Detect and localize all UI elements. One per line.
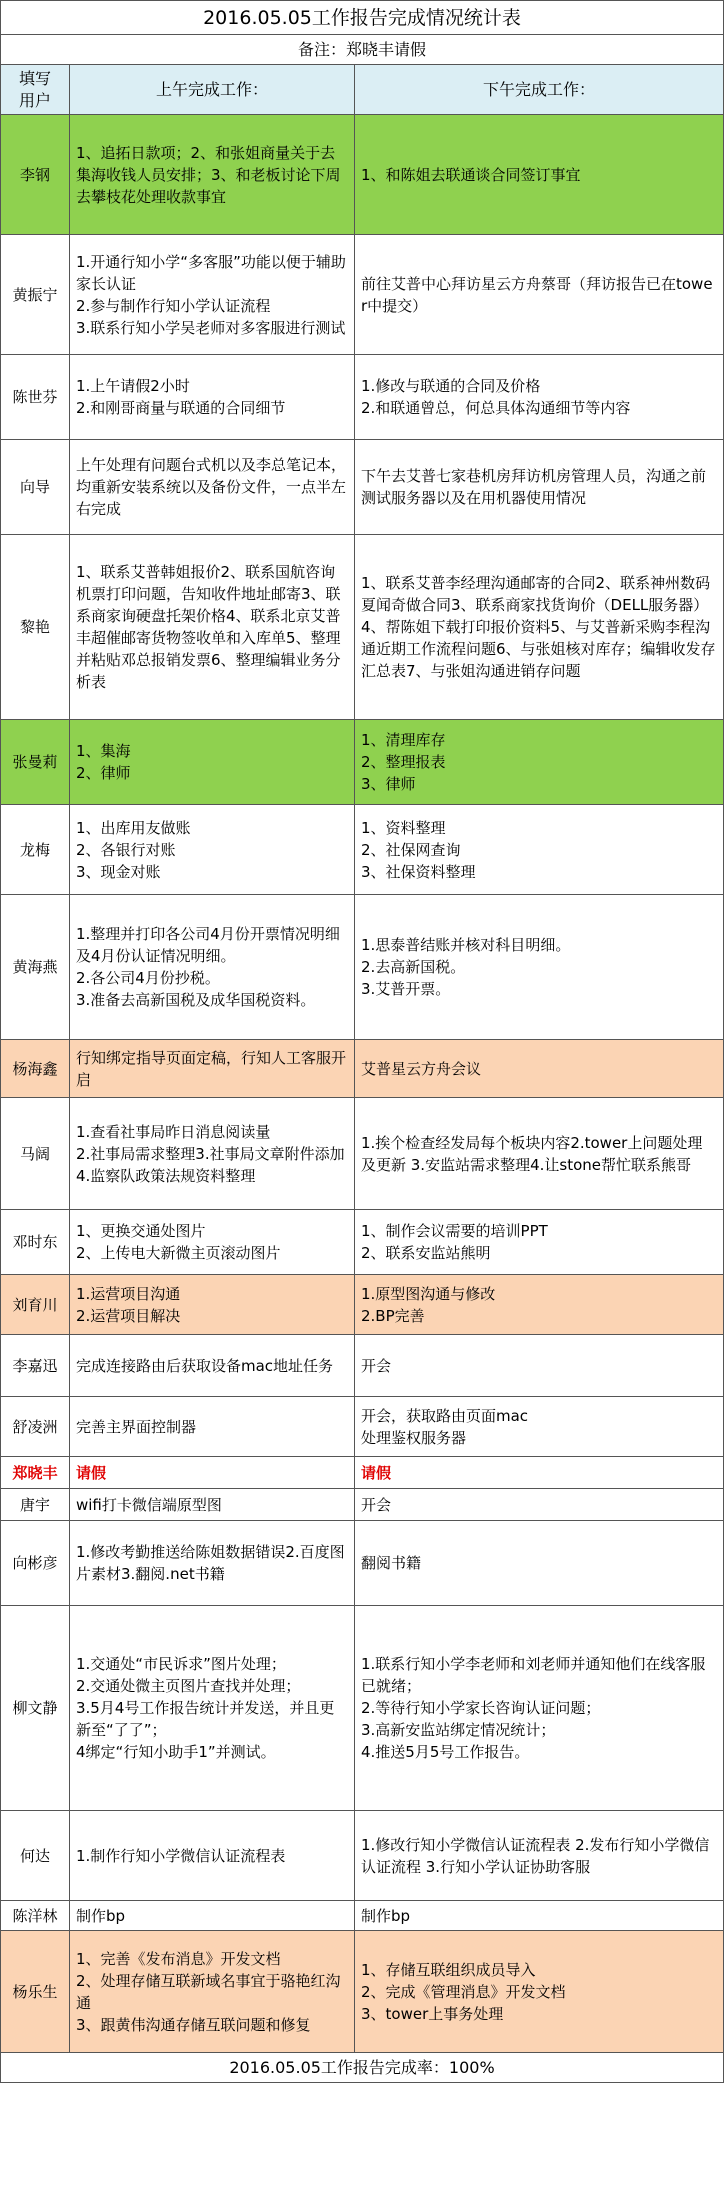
table-row bbox=[1, 1040, 724, 1098]
morning-work: 完成连接路由后获取设备mac地址任务 bbox=[70, 1335, 355, 1397]
afternoon-work: 制作bp bbox=[355, 1901, 724, 1931]
table-row bbox=[1, 1098, 724, 1210]
user-name: 马阔 bbox=[1, 1098, 70, 1210]
afternoon-work: 1.修改行知小学微信认证流程表 2.发布行知小学微信认证流程 3.行知小学认证协助客服 bbox=[355, 1811, 724, 1901]
morning-work: 完善主界面控制器 bbox=[70, 1397, 355, 1457]
user-name: 何达 bbox=[1, 1811, 70, 1901]
morning-work: wifi打卡微信端原型图 bbox=[70, 1489, 355, 1521]
afternoon-work: 1.修改与联通的合同及价格 2.和联通曾总，何总具体沟通细节等内容 bbox=[355, 355, 724, 440]
afternoon-work: 1、和陈姐去联通谈合同签订事宜 bbox=[355, 115, 724, 235]
morning-work: 1、出库用友做账 2、各银行对账 3、现金对账 bbox=[70, 805, 355, 895]
user-name: 黎艳 bbox=[1, 535, 70, 720]
table-row bbox=[1, 1457, 724, 1489]
table-row bbox=[1, 1811, 724, 1901]
user-name: 刘育川 bbox=[1, 1275, 70, 1335]
user-name: 杨乐生 bbox=[1, 1931, 70, 2053]
afternoon-work: 开会，获取路由页面mac 处理鉴权服务器 bbox=[355, 1397, 724, 1457]
afternoon-work: 请假 bbox=[355, 1457, 724, 1489]
afternoon-work: 1、清理库存 2、整理报表 3、律师 bbox=[355, 720, 724, 805]
table-row bbox=[1, 1397, 724, 1457]
header-morning: 上午完成工作： bbox=[70, 65, 355, 115]
afternoon-work: 艾普星云方舟会议 bbox=[355, 1040, 724, 1098]
user-name: 陈世芬 bbox=[1, 355, 70, 440]
table-row bbox=[1, 1335, 724, 1397]
afternoon-work: 翻阅书籍 bbox=[355, 1521, 724, 1606]
table-row bbox=[1, 1489, 724, 1521]
afternoon-work: 1、制作会议需要的培训PPT 2、联系安监站熊明 bbox=[355, 1210, 724, 1275]
table-row bbox=[1, 1210, 724, 1275]
footer-row bbox=[1, 2053, 724, 2083]
user-name: 杨海鑫 bbox=[1, 1040, 70, 1098]
table-row bbox=[1, 1275, 724, 1335]
afternoon-work: 下午去艾普七家巷机房拜访机房管理人员，沟通之前测试服务器以及在用机器使用情况 bbox=[355, 440, 724, 535]
user-name: 柳文静 bbox=[1, 1606, 70, 1811]
user-name: 陈洋林 bbox=[1, 1901, 70, 1931]
user-name: 张曼莉 bbox=[1, 720, 70, 805]
table-row bbox=[1, 895, 724, 1040]
user-name: 邓时东 bbox=[1, 1210, 70, 1275]
table-row bbox=[1, 1606, 724, 1811]
user-name: 舒凌洲 bbox=[1, 1397, 70, 1457]
afternoon-work: 1、资料整理 2、社保网查询 3、社保资料整理 bbox=[355, 805, 724, 895]
header-row bbox=[1, 65, 724, 115]
user-name: 向彬彦 bbox=[1, 1521, 70, 1606]
table-row bbox=[1, 535, 724, 720]
title-row bbox=[1, 1, 724, 35]
user-name: 黄振宁 bbox=[1, 235, 70, 355]
table-row bbox=[1, 1521, 724, 1606]
user-name: 唐宇 bbox=[1, 1489, 70, 1521]
morning-work: 行知绑定指导页面定稿，行知人工客服开启 bbox=[70, 1040, 355, 1098]
morning-work: 1、更换交通处图片 2、上传电大新微主页滚动图片 bbox=[70, 1210, 355, 1275]
user-name: 黄海燕 bbox=[1, 895, 70, 1040]
user-name: 李嘉迅 bbox=[1, 1335, 70, 1397]
table-row bbox=[1, 440, 724, 535]
morning-work: 1.交通处“市民诉求”图片处理； 2.交通处微主页图片查找并处理； 3.5月4号工作报告统计并发送，并且更新至“了了”； 4绑定“行知小助手1”并测试。 bbox=[70, 1606, 355, 1811]
afternoon-work: 1.思泰普结账并核对科目明细。 2.去高新国税。 3.艾普开票。 bbox=[355, 895, 724, 1040]
header-afternoon: 下午完成工作： bbox=[355, 65, 724, 115]
leave-note: 备注：郑晓丰请假 bbox=[1, 35, 724, 65]
table-row bbox=[1, 805, 724, 895]
morning-work: 1.上午请假2小时 2.和刚哥商量与联通的合同细节 bbox=[70, 355, 355, 440]
afternoon-work: 开会 bbox=[355, 1335, 724, 1397]
morning-work: 制作bp bbox=[70, 1901, 355, 1931]
afternoon-work: 1.挨个检查经发局每个板块内容2.tower上问题处理及更新 3.安监站需求整理4.让stone帮忙联系熊哥 bbox=[355, 1098, 724, 1210]
table-row bbox=[1, 235, 724, 355]
sheet-title: 2016.05.05工作报告完成情况统计表 bbox=[1, 1, 724, 35]
morning-work: 1、联系艾普韩姐报价2、联系国航咨询机票打印问题，告知收件地址邮寄3、联系商家询硬盘托架价格4、联系北京艾普丰超催邮寄货物签收单和入库单5、整理并粘贴邓总报销发票6、整理编辑业务分析表 bbox=[70, 535, 355, 720]
afternoon-work: 1、联系艾普李经理沟通邮寄的合同2、联系神州数码夏闻奇做合同3、联系商家找货询价（DELL服务器）4、帮陈姐下载打印报价资料5、与艾普新采购李程沟通近期工作流程问题6、与张姐核对库存；编辑收发存汇总表7、与张姐沟通进销存问题 bbox=[355, 535, 724, 720]
morning-work: 1.制作行知小学微信认证流程表 bbox=[70, 1811, 355, 1901]
user-name: 郑晓丰 bbox=[1, 1457, 70, 1489]
morning-work: 1.修改考勤推送给陈姐数据错误2.百度图片素材3.翻阅.net书籍 bbox=[70, 1521, 355, 1606]
table-row bbox=[1, 1901, 724, 1931]
header-user: 填写 用户 bbox=[1, 65, 70, 115]
morning-work: 1.整理并打印各公司4月份开票情况明细及4月份认证情况明细。 2.各公司4月份抄税。 3.准备去高新国税及成华国税资料。 bbox=[70, 895, 355, 1040]
afternoon-work: 前往艾普中心拜访星云方舟蔡哥（拜访报告已在tower中提交） bbox=[355, 235, 724, 355]
morning-work: 1.运营项目沟通 2.运营项目解决 bbox=[70, 1275, 355, 1335]
table-row bbox=[1, 355, 724, 440]
table-row bbox=[1, 1931, 724, 2053]
user-name: 向导 bbox=[1, 440, 70, 535]
user-name: 龙梅 bbox=[1, 805, 70, 895]
table-row bbox=[1, 720, 724, 805]
morning-work: 上午处理有问题台式机以及李总笔记本，均重新安装系统以及备份文件，一点半左右完成 bbox=[70, 440, 355, 535]
afternoon-work: 1.原型图沟通与修改 2.BP完善 bbox=[355, 1275, 724, 1335]
morning-work: 1、集海 2、律师 bbox=[70, 720, 355, 805]
morning-work: 1、追拓日款项；2、和张姐商量关于去集海收钱人员安排；3、和老板讨论下周去攀枝花处理收款事宜 bbox=[70, 115, 355, 235]
afternoon-work: 开会 bbox=[355, 1489, 724, 1521]
afternoon-work: 1、存储互联组织成员导入 2、完成《管理消息》开发文档 3、tower上事务处理 bbox=[355, 1931, 724, 2053]
morning-work: 1、完善《发布消息》开发文档 2、处理存储互联新域名事宜于骆艳红沟通 3、跟黄伟沟通存储互联问题和修复 bbox=[70, 1931, 355, 2053]
morning-work: 1.开通行知小学“多客服”功能以便于辅助家长认证 2.参与制作行知小学认证流程 3.联系行知小学吴老师对多客服进行测试 bbox=[70, 235, 355, 355]
afternoon-work: 1.联系行知小学李老师和刘老师并通知他们在线客服已就绪； 2.等待行知小学家长咨询认证问题； 3.高新安监站绑定情况统计； 4.推送5月5号工作报告。 bbox=[355, 1606, 724, 1811]
note-row bbox=[1, 35, 724, 65]
completion-rate: 2016.05.05工作报告完成率：100% bbox=[1, 2053, 724, 2083]
user-name: 李钢 bbox=[1, 115, 70, 235]
morning-work: 请假 bbox=[70, 1457, 355, 1489]
table-row bbox=[1, 115, 724, 235]
morning-work: 1.查看社事局昨日消息阅读量 2.社事局需求整理3.社事局文章附件添加4.监察队政策法规资料整理 bbox=[70, 1098, 355, 1210]
